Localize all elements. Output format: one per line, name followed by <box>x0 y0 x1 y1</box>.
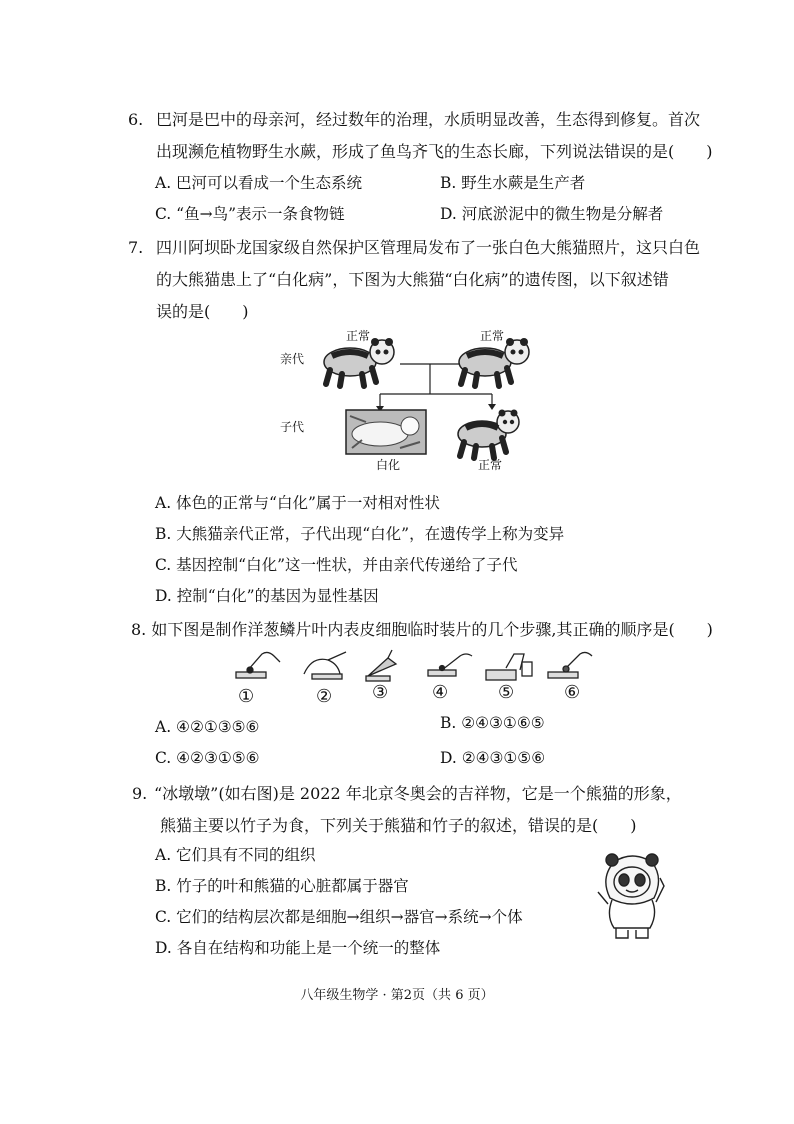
question-9 <box>132 778 732 842</box>
step-label-4: ④ <box>432 682 449 703</box>
option-b: B. 竹子的叶和熊猫的心脏都属于器官 <box>155 877 409 895</box>
option-d: D. 控制“白化”的基因为显性基因 <box>155 587 379 605</box>
panda-parent-2-icon <box>459 338 529 386</box>
option-d: D. ②④③①⑤⑥ <box>440 749 546 767</box>
question-text: 误的是( ) <box>156 302 249 321</box>
option-a: A. 巴河可以看成一个生态系统 <box>155 174 363 192</box>
option-a: A. 体色的正常与“白化”属于一对相对性状 <box>155 494 440 512</box>
option-b: B. ②④③①⑥⑤ <box>440 714 545 732</box>
question-text: 熊猫主要以竹子为食，下列关于熊猫和竹子的叙述，错误的是( ) <box>160 816 637 835</box>
parent-generation-label: 亲代 <box>280 352 305 366</box>
q7-options <box>115 488 715 612</box>
question-number: 7. <box>128 238 144 257</box>
parent-normal-label-1: 正常 <box>346 329 371 343</box>
step-3-icon <box>366 650 396 681</box>
albino-panda-photo <box>346 410 426 454</box>
step-1-icon <box>236 652 280 678</box>
child-generation-label: 子代 <box>280 420 305 434</box>
question-text: 巴河是巴中的母亲河，经过数年的治理，水质明显改善，生态得到修复。首次 <box>156 110 701 129</box>
option-b: B. 野生水蕨是生产者 <box>440 174 586 192</box>
mascot-icon <box>594 848 670 944</box>
question-text: 的大熊猫患上了“白化病”，下图为大熊猫“白化病”的遗传图，以下叙述错 <box>156 270 669 289</box>
slide-steps-figure <box>228 648 608 708</box>
heredity-diagram <box>270 322 530 478</box>
option-c: C. ④②③①⑤⑥ <box>155 749 260 767</box>
q8-options <box>115 712 715 774</box>
q6-options <box>115 168 715 230</box>
step-label-3: ③ <box>372 682 389 703</box>
question-8 <box>131 614 731 646</box>
child-normal-label: 正常 <box>478 458 503 472</box>
option-b: B. 大熊猫亲代正常，子代出现“白化”，在遗传学上称为变异 <box>155 525 565 543</box>
question-text: “冰墩墩”(如右图)是 2022 年北京冬奥会的吉祥物，它是一个熊猫的形象， <box>154 784 682 803</box>
question-number: 9. <box>132 784 148 803</box>
option-c: C. “鱼→鸟”表示一条食物链 <box>155 205 345 223</box>
step-label-6: ⑥ <box>564 682 581 703</box>
heredity-diagram-svg <box>270 322 530 478</box>
question-text: 出现濒危植物野生水蕨，形成了鱼鸟齐飞的生态长廊，下列说法错误的是( ) <box>156 142 713 161</box>
option-a: A. 它们具有不同的组织 <box>155 846 316 864</box>
question-text: 8. 如下图是制作洋葱鳞片叶内表皮细胞临时装片的几个步骤,其正确的顺序是( ) <box>131 620 713 639</box>
step-5-icon <box>486 654 532 680</box>
panda-parent-1-icon <box>324 338 394 386</box>
step-label-1: ① <box>238 686 255 707</box>
panda-child-normal-icon <box>458 410 519 459</box>
question-number: 6. <box>128 110 144 129</box>
question-7 <box>128 232 728 328</box>
option-a: A. ④②①③⑤⑥ <box>155 718 260 736</box>
bing-dwen-dwen-figure <box>594 848 670 944</box>
step-4-icon <box>428 654 472 676</box>
option-c: C. 基因控制“白化”这一性状，并由亲代传递给了子代 <box>155 556 518 574</box>
parent-normal-label-2: 正常 <box>480 329 505 343</box>
step-2-icon <box>304 652 346 679</box>
question-text: 四川阿坝卧龙国家级自然保护区管理局发布了一张白色大熊猫照片，这只白色 <box>156 238 701 257</box>
slide-steps-svg <box>228 648 608 688</box>
option-d: D. 各自在结构和功能上是一个统一的整体 <box>155 939 441 957</box>
option-d: D. 河底淤泥中的微生物是分解者 <box>440 205 664 223</box>
albino-label: 白化 <box>376 458 401 472</box>
step-label-5: ⑤ <box>498 682 515 703</box>
page-footer: 八年级生物学 · 第2页（共 6 页） <box>300 988 494 1003</box>
step-label-2: ② <box>316 686 333 707</box>
step-6-icon <box>548 652 592 678</box>
option-c: C. 它们的结构层次都是细胞→组织→器官→系统→个体 <box>155 908 523 926</box>
question-6 <box>128 104 728 168</box>
